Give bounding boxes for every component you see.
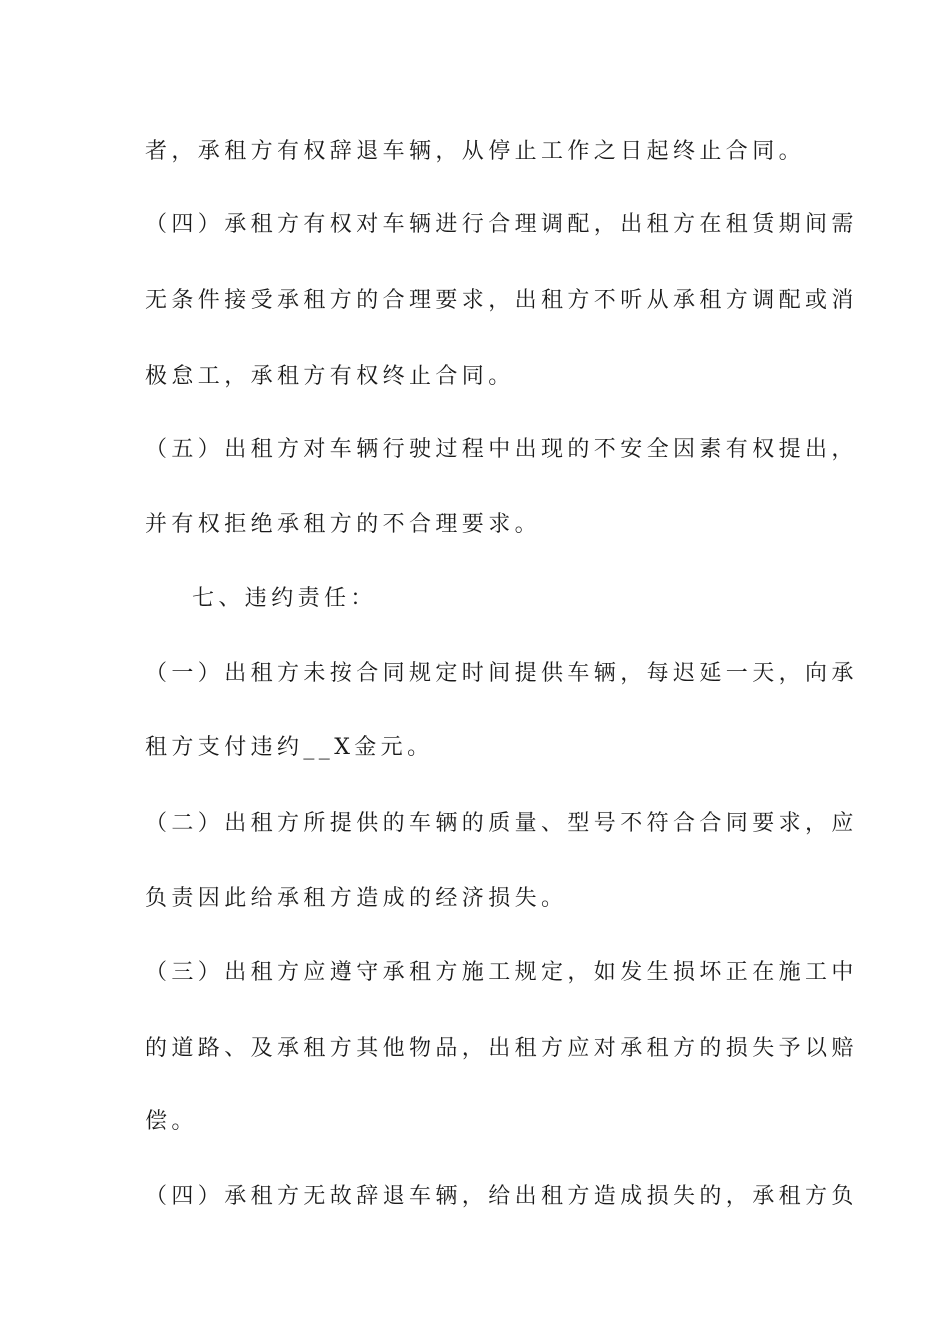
paragraph-line: 偿。	[145, 1109, 198, 1134]
paragraph-line: 的道路、及承租方其他物品，出租方应对承租方的损失予以赔	[145, 1036, 858, 1061]
paragraph-line: （五）出租方对车辆行驶过程中出现的不安全因素有权提出，	[145, 437, 858, 462]
paragraph-line: 无条件接受承租方的合理要求，出租方不听从承租方调配或消	[145, 288, 858, 313]
paragraph-line: 租方支付违约__X金元。	[145, 735, 434, 760]
paragraph-line: 并有权拒绝承租方的不合理要求。	[145, 512, 542, 537]
section-heading: 七、违约责任：	[192, 586, 377, 611]
paragraph-line: （三）出租方应遵守承租方施工规定，如发生损坏正在施工中	[145, 960, 858, 985]
paragraph-line: 负责因此给承租方造成的经济损失。	[145, 886, 568, 911]
paragraph-line: （一）出租方未按合同规定时间提供车辆，每迟延一天，向承	[145, 661, 858, 686]
paragraph-line: （四）承租方无故辞退车辆，给出租方造成损失的，承租方负	[145, 1184, 858, 1209]
paragraph-line: （二）出租方所提供的车辆的质量、型号不符合合同要求，应	[145, 811, 858, 836]
paragraph-line: 极怠工，承租方有权终止合同。	[145, 364, 515, 389]
paragraph-line: 者，承租方有权辞退车辆，从停止工作之日起终止合同。	[145, 139, 806, 164]
paragraph-line: （四）承租方有权对车辆进行合理调配，出租方在租赁期间需	[145, 212, 858, 237]
